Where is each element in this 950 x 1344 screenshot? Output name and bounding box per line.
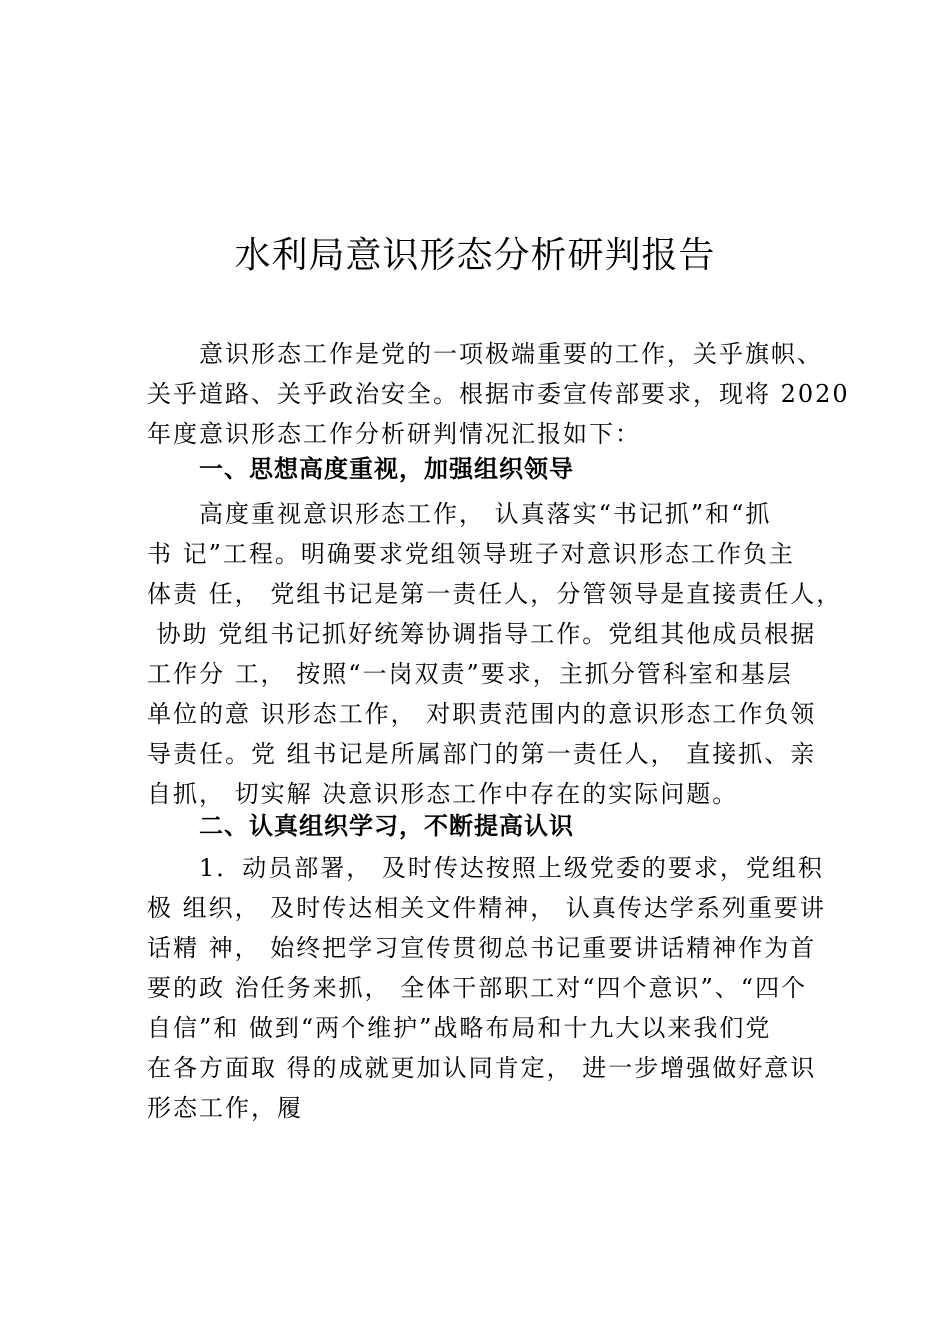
section-2-line-2: 极 组织， 及时传达相关文件精神， 认真传达学系列重要讲	[147, 894, 826, 922]
section-1-line-4: 协助 党组书记抓好统筹协调指导工作。党组其他成员根据	[147, 620, 817, 648]
section-2-line-1: 1．动员部署， 及时传达按照上级党委的要求，党组积	[199, 854, 824, 882]
section-2-line-4: 要的政 治任务来抓， 全体干部职工对“四个意识”、“四个	[147, 974, 808, 1002]
section-1-line-2: 书 记”工程。明确要求党组领导班子对意识形态工作负主	[147, 540, 795, 568]
section-1-heading: 一、思想高度重视，加强组织领导	[199, 455, 574, 483]
intro-line-1: 意识形态工作是党的一项极端重要的工作，关乎旗帜、	[199, 340, 823, 368]
intro-line-3: 年度意识形态工作分析研判情况汇报如下：	[147, 420, 641, 448]
section-1-line-6: 单位的意 识形态工作， 对职责范围内的意识形态工作负领	[147, 700, 817, 728]
section-2-line-6: 在各方面取 得的成就更加认同肯定， 进一步增强做好意识	[147, 1054, 817, 1082]
section-2-line-5: 自信”和 做到“两个维护”战略布局和十九大以来我们党	[147, 1014, 772, 1042]
section-1-line-5: 工作分 工， 按照“一岗双责”要求，主抓分管科室和基层	[147, 660, 793, 688]
section-2-line-3: 话精 神， 始终把学习宣传贯彻总书记重要讲话精神作为首	[147, 934, 817, 962]
section-2-line-7: 形态工作，履	[147, 1094, 303, 1122]
section-1-line-8: 自抓， 切实解 决意识形态工作中存在的实际问题。	[147, 780, 739, 808]
document-title: 水利局意识形态分析研判报告	[234, 235, 716, 276]
section-2-heading: 二、认真组织学习，不断提高认识	[199, 812, 574, 840]
section-1-line-1: 高度重视意识形态工作， 认真落实“书记抓”和“抓	[199, 500, 772, 528]
intro-line-2: 关乎道路、关乎政治安全。根据市委宣传部要求，现将 2020	[147, 380, 850, 408]
section-1-line-7: 导责任。党 组书记是所属部门的第一责任人， 直接抓、亲	[147, 740, 817, 768]
section-1-line-3: 体责 任， 党组书记是第一责任人，分管领导是直接责任人，	[147, 580, 843, 608]
